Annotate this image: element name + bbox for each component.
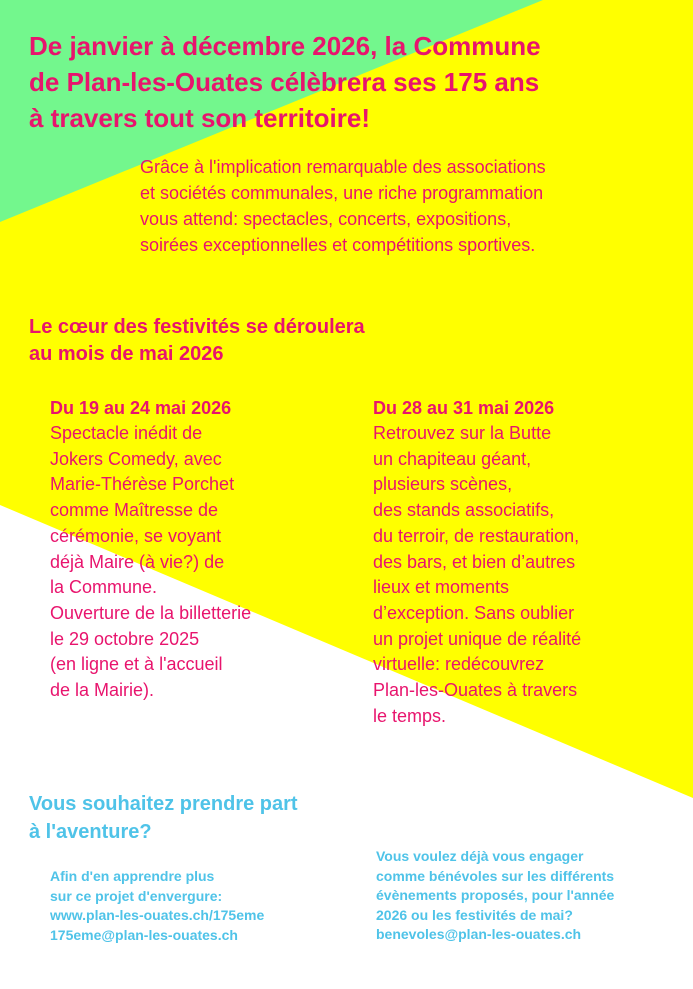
email-link[interactable]: 175eme@plan-les-ouates.ch [50, 926, 238, 943]
event-right [373, 395, 673, 729]
festivities-title: Le cœur des festivités se déroulera au mois de mai 2026 [29, 316, 365, 365]
info-right-text: Vous voulez déjà vous engager comme bénévoles sur les différents évènements proposés, pour l'année 2026 ou les festivités de mai? [376, 848, 615, 923]
info-left-text: Afin d'en apprendre plus sur ce projet d'envergure: [50, 868, 223, 904]
volunteer-email-link[interactable]: benevoles@plan-les-ouates.ch [376, 926, 582, 942]
event-left-date: Du 19 au 24 mai 2026 [50, 398, 232, 418]
headline: De janvier à décembre 2026, la Commune de Plan-les-Ouates célèbrera ses 175 ans à travers tout son territoire! [29, 31, 541, 133]
info-left [50, 867, 350, 945]
info-right [376, 847, 676, 945]
event-right-text: Retrouvez sur la Butte un chapiteau géant, plusieurs scènes, des stands associatifs, du terroir, de restauration, des bars, et bien d’autres lieux et moments d’exception. Sans oublier un projet unique de réalité virtuelle: redécouvrez Plan-les-Ouates à travers le temps. [373, 423, 582, 726]
event-right-date: Du 28 au 31 mai 2026 [373, 398, 555, 418]
event-left-text: Spectacle inédit de Jokers Comedy, avec Marie-Thérèse Porchet comme Maîtresse de cérémonie, se voyant déjà Maire (à vie?) de la Commune. Ouverture de la billetterie le 29 octobre 2025 (en ligne et à l'accueil de la Mairie). [50, 423, 252, 701]
cta-title: Vous souhaitez prendre part à l'aventure? [29, 793, 298, 843]
intro-paragraph: Grâce à l'implication remarquable des associations et sociétés communales, une riche programmation vous attend: spectacles, concerts, expositions, soirées exceptionnelles et compétitions sportives. [140, 157, 546, 255]
website-link[interactable]: www.plan-les-ouates.ch/175eme [50, 907, 265, 923]
event-left [50, 395, 330, 704]
